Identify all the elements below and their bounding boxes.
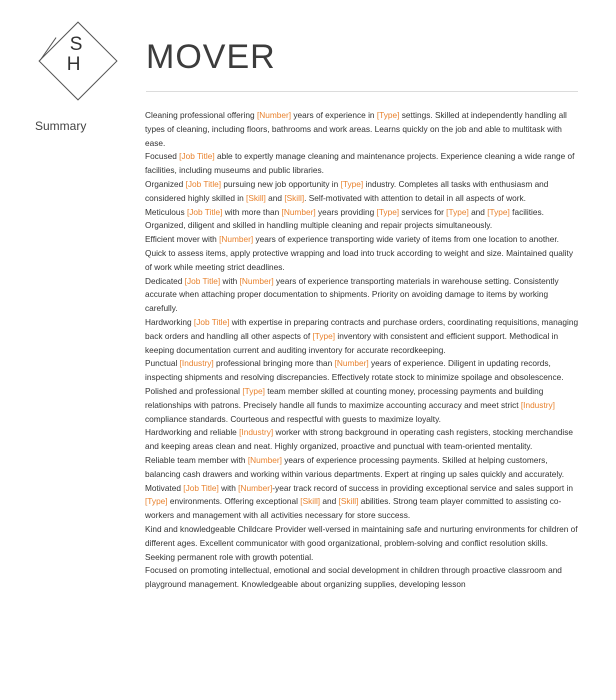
placeholder-token: [Job Title] [184,275,221,286]
summary-text: Hardworking and reliable [145,427,240,438]
summary-paragraph [145,385,579,426]
summary-text: team member skilled at counting money, processing payments and building relationships with patrons. Precisely handle all funds to maximize accounting accuracy and meet strict [145,385,544,410]
placeholder-token: [Type] [145,496,168,507]
placeholder-token: [Skill] [246,192,266,203]
placeholder-token: [Type] [376,110,400,120]
summary-text: professional bringing more than [213,358,335,369]
placeholder-token: [Number] [239,275,274,286]
summary-text: Efficient mover with [145,234,220,245]
summary-text: facilities. Organized, diligent and skilled in handling multiple cleaning and repair projects simultaneously. [145,206,544,231]
summary-text: Dedicated [145,275,185,286]
summary-content [145,109,579,700]
summary-text: and [265,192,285,203]
summary-paragraph [145,150,579,178]
placeholder-token: [Number] [247,454,282,465]
placeholder-token: [Industry] [179,358,214,369]
summary-text: Reliable team member with [145,454,248,465]
summary-text: years of experience in [291,110,377,120]
summary-text: . Self-motivated with attention to detail in all aspects of work. [304,192,526,203]
summary-paragraph [145,206,579,234]
summary-text: Polished and professional [145,385,243,396]
summary-text: years of experience transporting wide variety of items from one location to another. Quick to assess items, apply protective wrapping and load into truck according to weight and size. Maintained quality of work while meeting strict deadlines. [145,234,573,272]
summary-text: services for [399,206,447,217]
placeholder-token: [Industry] [239,427,274,438]
placeholder-token: [Number] [334,358,369,369]
summary-text: Focused on promoting intellectual, emotional and social development in children through proactive classroom and playground management. Knowledgeable about organizing supplies, developing lesson [145,565,562,590]
resume-title: MOVER [146,38,276,76]
summary-text: Meticulous [145,206,187,217]
monogram-first-initial: S [69,33,83,55]
summary-text: settings. Skilled at independently handling all types of cleaning, including floors, bathrooms and work areas. Learns quickly on the job and able to multitask with ease. [145,110,567,148]
summary-text: Motivated [145,482,184,493]
summary-paragraph [145,316,579,357]
summary-paragraph [145,233,579,274]
summary-text: worker with strong background in operating cash registers, stocking merchandise and keeping areas clean and neat. Highly organized, proactive and punctual with team-oriented mentality. [145,427,573,452]
placeholder-token: [Skill] [338,496,359,507]
summary-text: and [468,206,488,217]
monogram-badge [38,21,117,100]
summary-paragraph [145,357,579,385]
summary-text: pursuing new job opportunity in [221,178,341,189]
placeholder-token: [Job Title] [179,151,215,162]
summary-text: years providing [315,206,377,217]
summary-text: Hardworking [145,316,194,327]
summary-text: with more than [222,206,282,217]
placeholder-token: [Job Title] [185,178,222,189]
placeholder-token: [Type] [376,206,400,217]
summary-text: inventory with consistent and efficient support. Methodical in keeping documentation current and auditing inventory for accurate recordkeeping. [145,330,559,355]
summary-text: years of experience. Diligent in updating records, inspecting shipments and resolving discrepancies. Effectively rotate stock to minimize spoilage and obsolescence. [145,358,564,383]
summary-text: with expertise in preparing contracts and purchase orders, coordinating requisitions, managing back orders and handling all other aspects of [145,316,579,341]
summary-text: Punctual [145,358,180,369]
summary-text: able to expertly manage cleaning and maintenance projects. Experience cleaning a wide range of facilities, including museums and public libraries. [145,151,575,176]
monogram-second-initial: H [66,54,81,76]
placeholder-token: [Number] [256,110,292,120]
placeholder-token: [Job Title] [186,206,223,217]
placeholder-token: [Type] [312,330,336,341]
summary-paragraph [145,109,579,150]
summary-paragraph [145,454,579,482]
summary-text: industry. Completes all tasks with enthusiasm and considered highly skilled in [145,178,549,203]
summary-paragraph [145,523,579,564]
summary-text: years of experience processing payments. Skilled at helping customers, balancing cash drawers and working within various departments. Expert at ringing up sales quickly and accurately. [145,454,565,479]
summary-text: compliance standards. Courteous and respectful with guests to maximize loyalty. [145,413,441,424]
placeholder-token: [Type] [446,206,469,217]
placeholder-token: [Type] [340,178,364,189]
summary-text: Focused [145,151,180,162]
summary-text: abilities. Strong team player committed to assisting co-workers and management with all activities necessary for store success. [145,496,562,521]
placeholder-token: [Type] [242,385,265,396]
summary-paragraph [145,482,579,523]
placeholder-token: [Job Title] [193,316,230,327]
placeholder-token: [Number] [238,482,273,493]
section-label-summary: Summary [35,119,87,133]
summary-text: Organized [145,178,186,189]
summary-text: and [320,496,339,507]
placeholder-token: [Number] [281,206,316,217]
summary-text: environments. Offering exceptional [167,496,301,507]
placeholder-token: [Type] [487,206,510,217]
summary-text: years of experience transporting materials in warehouse setting. Consistently accurate when attaching proper documentation to shipments. Priority on avoiding damage to items by working carefully. [145,275,559,314]
placeholder-token: [Skill] [284,192,305,203]
title-divider [146,91,578,92]
placeholder-token: [Job Title] [183,482,219,493]
summary-text: -year track record of success in providing exceptional service and sales support in [272,482,573,493]
summary-text: with [218,482,239,493]
summary-text: Cleaning professional offering [145,110,257,120]
summary-text: Kind and knowledgeable Childcare Provider well-versed in maintaining safe and nurturing environments for children of different ages. Excellent communicator with good organizational, problem-solving and conflict resolution skills. Seeking permanent role with growth potential. [145,523,578,562]
summary-text: with [220,275,240,286]
summary-paragraph [145,426,579,454]
placeholder-token: [Number] [219,234,254,245]
placeholder-token: [Skill] [300,496,321,507]
summary-paragraph [145,275,579,316]
placeholder-token: [Industry] [520,399,555,410]
summary-paragraph [145,178,579,206]
summary-paragraph [145,564,579,592]
